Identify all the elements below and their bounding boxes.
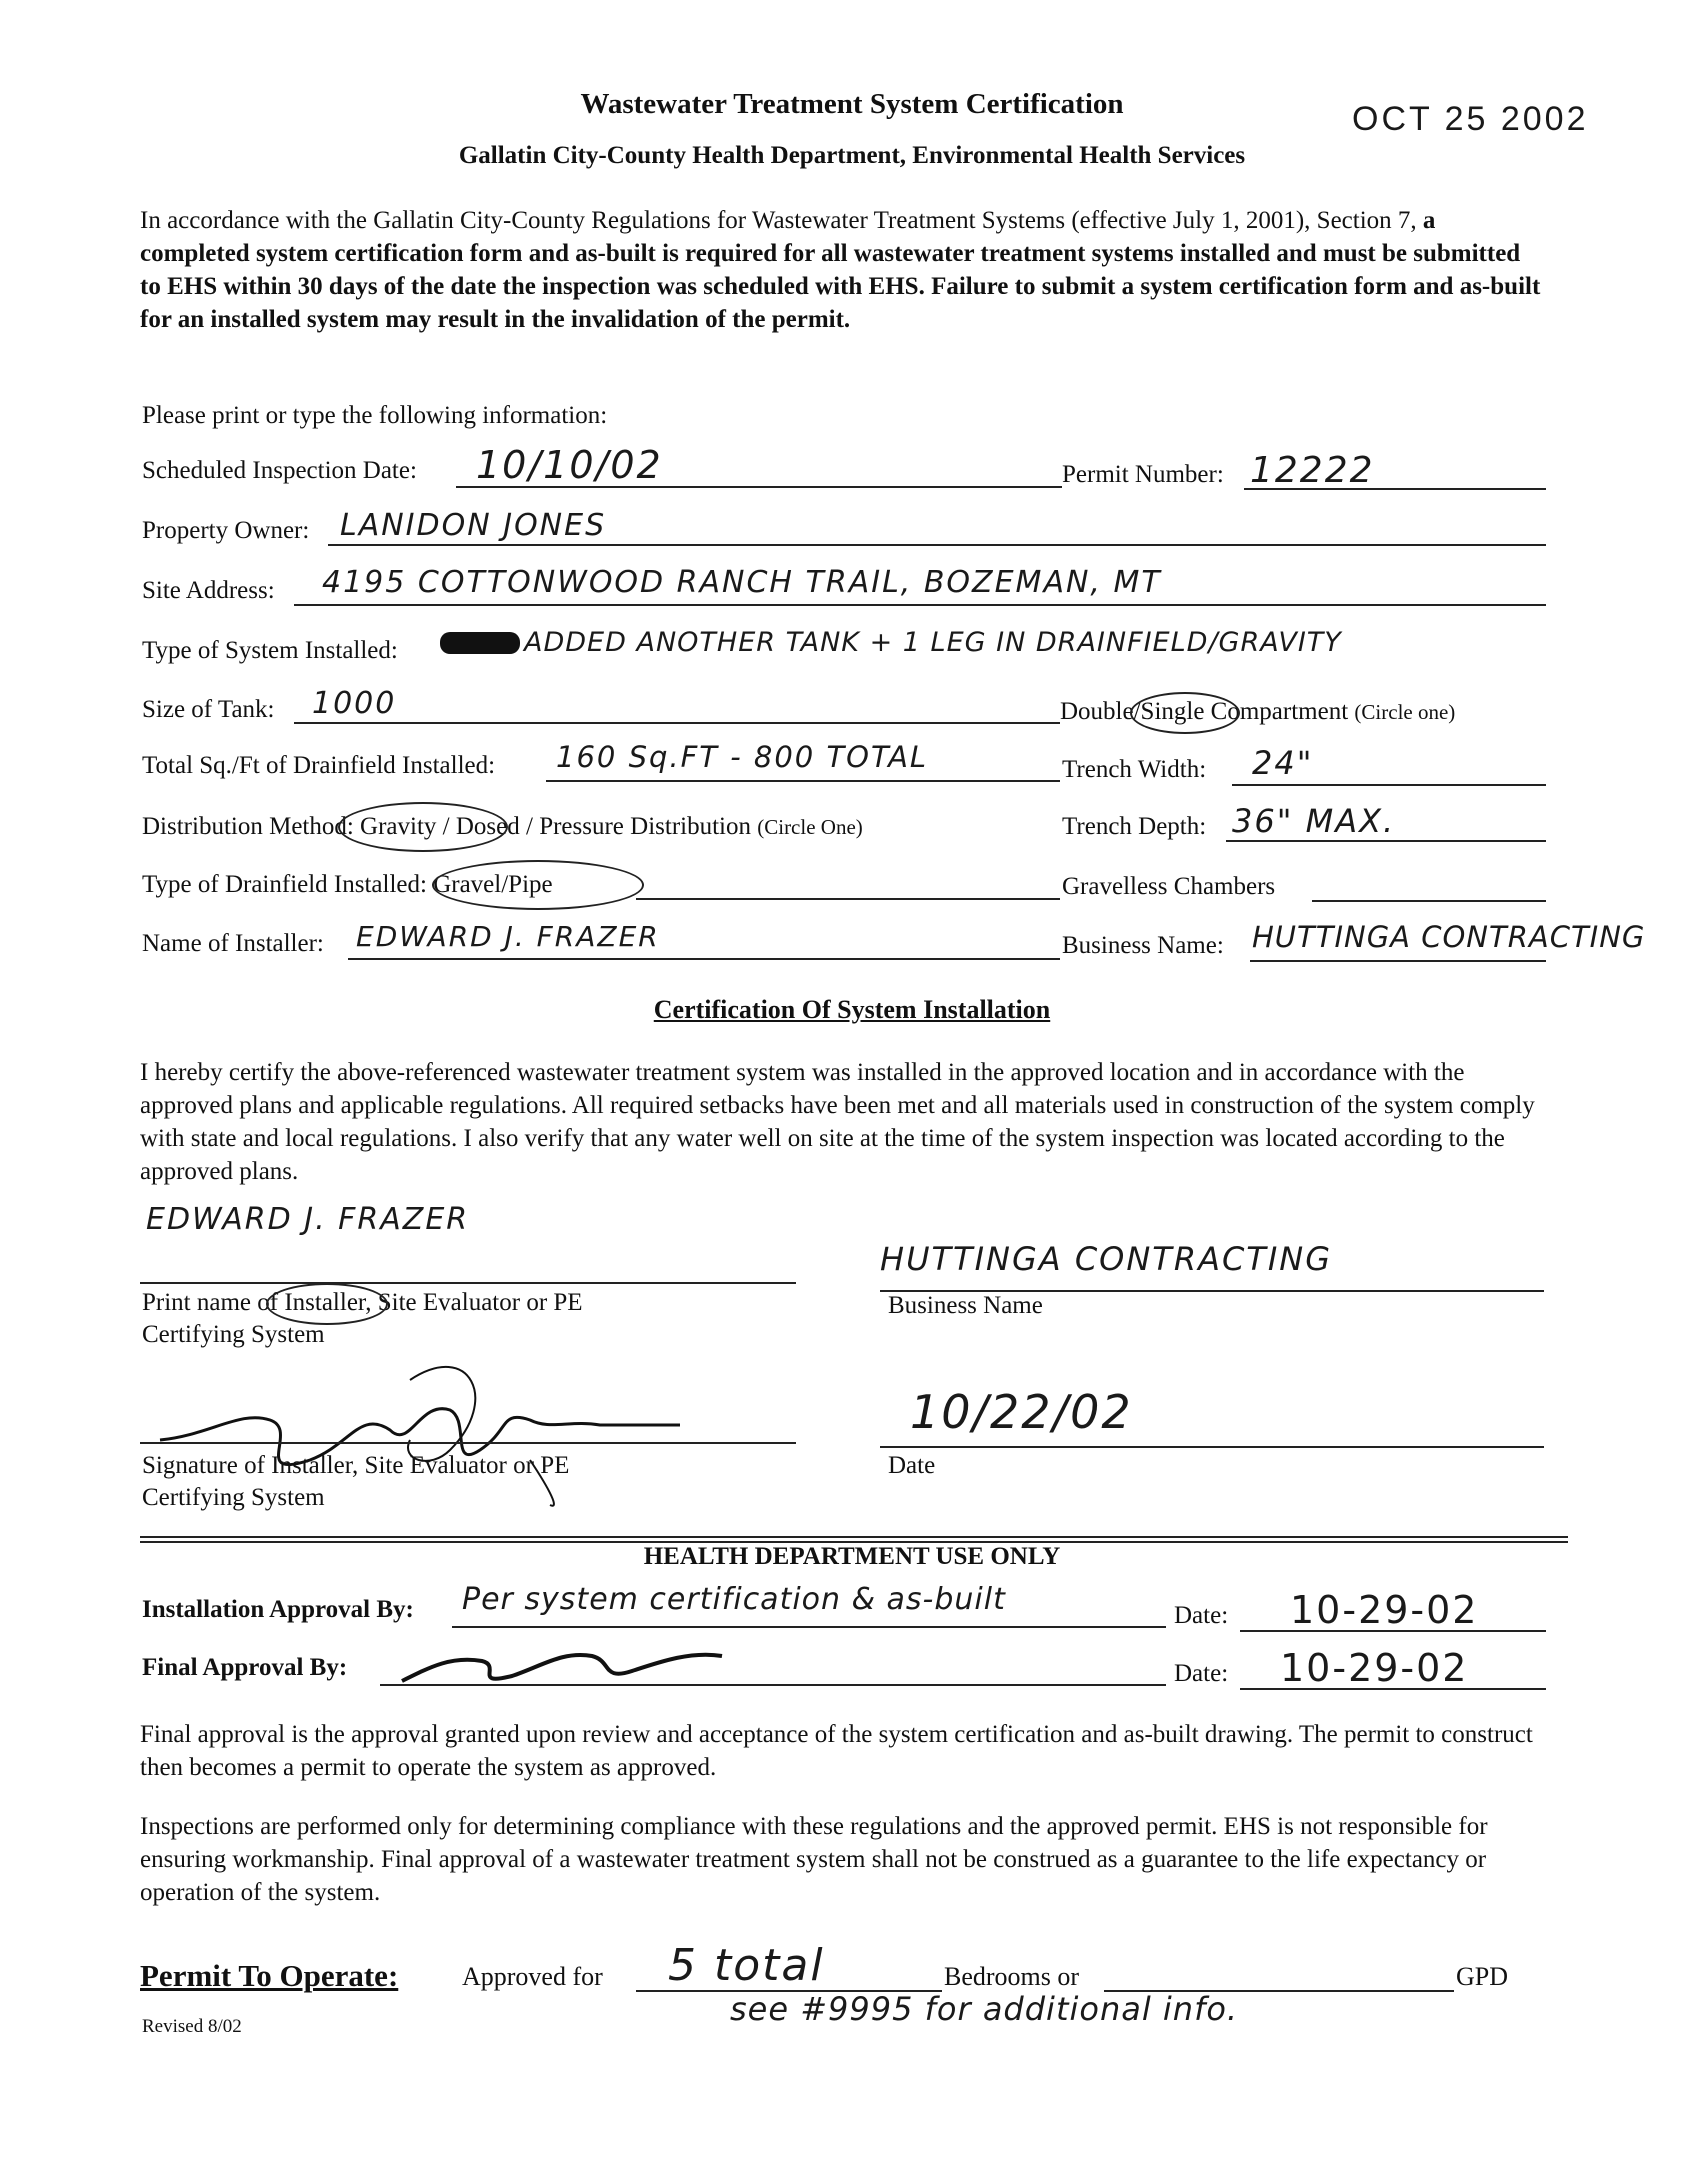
intro-normal-text: In accordance with the Gallatin City-County Regulations for Wastewater Treatment Systems (effective July 1, 2001), Section 7,	[140, 207, 1423, 234]
health-dept-top-rule-1	[140, 1536, 1568, 1538]
signature-label: Signature of Installer, Site Evaluator or PE Certifying System	[142, 1452, 570, 1511]
site-address-value[interactable]: 4195 COTTONWOOD RANCH TRAIL, BOZEMAN, MT	[322, 565, 1162, 600]
intro-paragraph	[140, 204, 1544, 336]
trench-depth-line	[1226, 840, 1546, 842]
gravel-pipe-circle	[432, 860, 644, 910]
inspection-disclaimer: Inspections are performed only for determining compliance with these regulations and the approved permit. EHS is not responsible for ensuring workmanship. Final approval of a wastewater treatment system shall not be construed as a guarantee to the life expectancy or operation of the system.	[140, 1813, 1488, 1906]
print-name-line	[140, 1282, 796, 1284]
gravelless-chambers-line	[1312, 900, 1546, 902]
gravity-circle	[338, 802, 508, 852]
installation-approval-value[interactable]: Per system certification & as-built	[462, 1582, 1006, 1617]
installer-name-line	[348, 958, 1060, 960]
installation-date-value[interactable]: 10-29-02	[1290, 1588, 1479, 1632]
drainfield-area-line	[546, 780, 1060, 782]
drainfield-area-label: Total Sq./Ft of Drainfield Installed:	[142, 752, 496, 779]
installer-name-label: Name of Installer:	[142, 930, 324, 957]
certification-heading: Certification Of System Installation	[653, 995, 1051, 1024]
gpd-label: GPD	[1456, 1962, 1509, 1991]
site-address-line	[294, 604, 1546, 606]
business-name-value[interactable]: HUTTINGA CONTRACTING	[1252, 920, 1646, 954]
signature-line	[140, 1442, 796, 1444]
installation-approval-label: Installation Approval By:	[142, 1596, 414, 1623]
certification-date-value[interactable]: 10/22/02	[910, 1385, 1133, 1439]
gravelless-chambers-label: Gravelless Chambers	[1062, 873, 1276, 900]
form-subtitle: Gallatin City-County Health Department, Environmental Health Services	[458, 142, 1246, 169]
owner-value[interactable]: LANIDON JONES	[340, 508, 607, 543]
tank-size-value[interactable]: 1000	[312, 686, 397, 721]
permit-to-operate-heading: Permit To Operate:	[140, 1958, 399, 1993]
final-approval-signature	[392, 1636, 732, 1696]
final-approval-label: Final Approval By:	[142, 1654, 348, 1681]
compartment-label: Double/Single Compartment (Circle one)	[1060, 698, 1456, 725]
business-signature-value[interactable]: HUTTINGA CONTRACTING	[880, 1240, 1333, 1278]
owner-line	[328, 544, 1546, 546]
business-name-line	[1250, 960, 1546, 962]
trench-depth-label: Trench Depth:	[1062, 813, 1207, 840]
owner-label: Property Owner:	[142, 517, 310, 544]
trench-width-line	[1232, 784, 1546, 786]
single-compartment-circle	[1130, 692, 1240, 734]
permit-number-value[interactable]: 12222	[1250, 450, 1375, 491]
instructions-text: Please print or type the following information:	[142, 402, 608, 429]
system-type-label: Type of System Installed:	[142, 637, 398, 664]
redaction-mark	[440, 632, 520, 654]
approved-for-label: Approved for	[462, 1962, 603, 1991]
trench-width-value[interactable]: 24"	[1252, 744, 1314, 782]
installation-approval-line	[452, 1626, 1166, 1628]
inspection-date-value[interactable]: 10/10/02	[476, 443, 663, 487]
business-signature-label: Business Name	[888, 1292, 1043, 1319]
certification-date-label: Date	[888, 1452, 936, 1479]
permit-number-label: Permit Number:	[1062, 461, 1224, 488]
business-name-label: Business Name:	[1062, 932, 1224, 959]
inspection-date-label: Scheduled Inspection Date:	[142, 457, 417, 484]
form-title: Wastewater Treatment System Certification	[580, 88, 1124, 120]
intro-bold-text: a completed system certification form and as-built is required for all wastewater treatment systems installed and must be submitted to EHS within 30 days of the date the inspection was scheduled with EHS. Failure to submit a system certification form and as-built for an installed system may result in the invalidation of the permit.	[140, 207, 1541, 333]
certification-text: I hereby certify the above-referenced wastewater treatment system was installed in the approved location and in accordance with the approved plans and applicable regulations. All required setbacks have been met and all materials used in construction of the system comply with state and local regulations. I also verify that any water well on site at the time of the system inspection was located according to the approved plans.	[140, 1059, 1535, 1185]
final-date-label: Date:	[1174, 1660, 1229, 1687]
tank-size-line	[294, 722, 1060, 724]
health-dept-heading: HEALTH DEPARTMENT USE ONLY	[643, 1543, 1061, 1570]
bedrooms-label: Bedrooms or	[944, 1962, 1080, 1991]
print-name-value[interactable]: EDWARD J. FRAZER	[146, 1202, 470, 1237]
trench-width-label: Trench Width:	[1062, 756, 1207, 783]
received-date-stamp: OCT 25 2002	[1352, 100, 1589, 138]
installer-circle	[266, 1283, 388, 1325]
installer-name-value[interactable]: EDWARD J. FRAZER	[356, 920, 660, 953]
final-date-value[interactable]: 10-29-02	[1280, 1646, 1469, 1690]
system-type-value[interactable]: ADDED ANOTHER TANK + 1 LEG IN DRAINFIELD/GRAVITY	[524, 627, 1342, 658]
trench-depth-value[interactable]: 36" MAX.	[1232, 802, 1396, 840]
tank-size-label: Size of Tank:	[142, 696, 275, 723]
final-approval-note: Final approval is the approval granted upon review and acceptance of the system certification and as-built drawing. The permit to construct then becomes a permit to operate the system as approved.	[140, 1721, 1533, 1781]
drainfield-type-line	[636, 898, 1060, 900]
revised-date: Revised 8/02	[142, 2016, 242, 2037]
installation-date-label: Date:	[1174, 1602, 1229, 1629]
site-address-label: Site Address:	[142, 577, 275, 604]
bedrooms-value[interactable]: 5 total	[668, 1940, 825, 1991]
drainfield-area-value[interactable]: 160 Sq.FT - 800 TOTAL	[556, 740, 929, 774]
print-name-label: Print name of Installer, Site Evaluator or PE Certifying System	[142, 1289, 583, 1348]
permit-note-value[interactable]: see #9995 for additional info.	[730, 1990, 1239, 2028]
certification-date-line	[880, 1446, 1544, 1448]
drainfield-type-label: Type of Drainfield Installed: Gravel/Pipe	[142, 871, 553, 898]
distribution-method-label: Distribution Method: Gravity / Dosed / Pressure Distribution (Circle One)	[142, 813, 863, 840]
